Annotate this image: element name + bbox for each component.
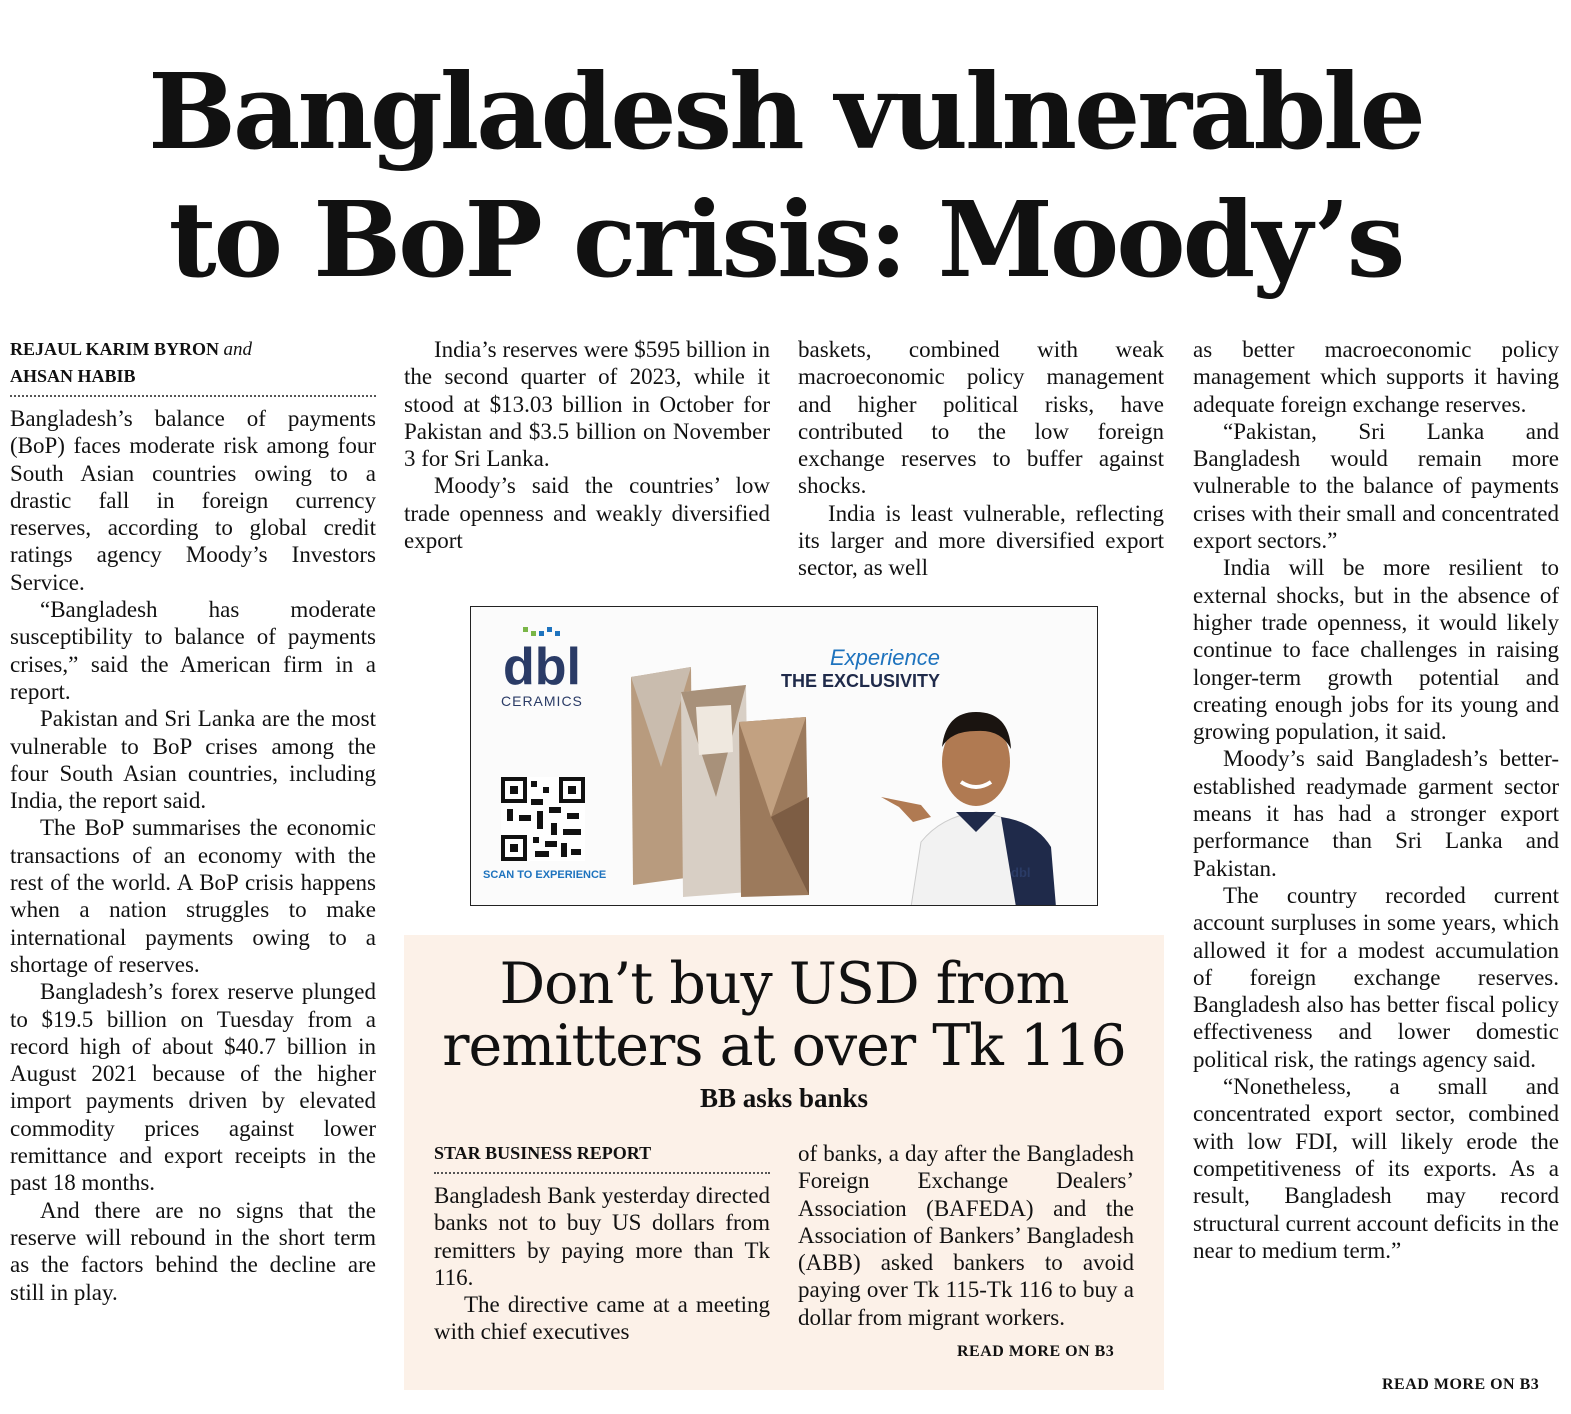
paragraph: as better macroeconomic policy management which supports it having adequate foreign exchange reserves. — [1193, 337, 1559, 417]
paragraph: Bangladesh’s forex reserve plunged to $19.5 billion on Tuesday from a record high of about $40.7 billion in August 2021 because of the higher import payments driven by elevated commodity prices against lower remittance and export receipts in the past 18 months. — [10, 979, 376, 1196]
ad-model-image — [851, 667, 1098, 906]
headline-line-1: Bangladesh vulnerable — [148, 50, 1423, 173]
paragraph: Moody’s said Bangladesh’s better-established readymade garment sector means it has had a stronger export performance than Sri Lanka and Pakistan. — [1193, 746, 1559, 881]
paragraph: India is least vulnerable, reflecting its larger and more diversified export sector, as well — [798, 500, 1164, 581]
byline-author-2: AHSAN HABIB — [10, 366, 136, 386]
paragraph: Bangladesh’s balance of payments (BoP) faces moderate risk among four South Asian countries owing to a drastic fall in foreign currency reserves, according to global credit ratings agency Moody’s Investors Service. — [10, 406, 376, 595]
box-headline-line-1: Don’t buy USD from — [499, 951, 1069, 1017]
advertisement[interactable] — [470, 606, 1098, 906]
paragraph: India will be more resilient to external shocks, but in the absence of higher trade openness, it would likely continue to face challenges in raising longer-term growth potential and creating enough jobs for its young and growing population, it said. — [1193, 555, 1559, 745]
ad-tagline-2: THE EXCLUSIVITY — [781, 671, 941, 691]
byline — [10, 336, 376, 397]
read-more-link[interactable]: READ MORE ON B3 — [1382, 1376, 1540, 1393]
paragraph: baskets, combined with weak macroeconomic policy management and higher political risks, have contributed to the low foreign exchange reserves to buffer against shocks. — [798, 337, 1164, 499]
byline-author-1: REJAUL KARIM BYRON — [10, 339, 220, 359]
article-column-3 — [798, 336, 1164, 582]
shirt-logo: dbl — [1011, 865, 1031, 880]
paragraph: Pakistan and Sri Lanka are the most vulnerable to BoP crises among the four South Asian countries, including India, the report said. — [10, 706, 376, 814]
article-column-2 — [404, 336, 770, 554]
ad-logo — [501, 625, 583, 709]
boxed-article — [404, 935, 1164, 1390]
ad-brand: dbl — [502, 638, 581, 696]
logo-dots-icon — [517, 625, 567, 639]
article-column-4 — [1193, 336, 1559, 1264]
box-kicker: BB asks banks — [699, 1083, 869, 1113]
box-column-2 — [798, 1140, 1134, 1331]
paragraph: “Nonetheless, a small and concentrated export sector, combined with low FDI, will likely erode the competitiveness of its exports. As a result, Bangladesh may record structural current account deficits in the near to medium term.” — [1193, 1074, 1559, 1263]
headline-line-2: to BoP crisis: Moody’s — [168, 178, 1403, 301]
paragraph: The country recorded current account surpluses in some years, which allowed it for a modest accumulation of foreign exchange reserves. Bangladesh also has better fiscal policy effectiveness and lower domestic political risk, the ratings agency said. — [1193, 882, 1559, 1072]
box-column-1 — [434, 1140, 770, 1346]
box-read-more-link[interactable]: READ MORE ON B3 — [957, 1343, 1115, 1360]
tile-stack-image — [621, 647, 861, 897]
box-headline-line-2: remitters at over Tk 116 — [442, 1013, 1126, 1079]
paragraph: of banks, a day after the Bangladesh Foreign Exchange Dealers’ Association (BAFEDA) and the Association of Bankers’ Bangladesh (ABB) asked bankers to avoid paying over Tk 115-Tk 116 to buy a dollar from migrant workers. — [798, 1141, 1134, 1330]
paragraph: India’s reserves were $595 billion in the second quarter of 2023, while it stood at $13.03 billion in October for Pakistan and $3.5 billion on November 3 for Sri Lanka. — [404, 337, 770, 472]
paragraph: Moody’s said the countries’ low trade openness and weakly diversified export — [404, 473, 770, 554]
byline-joiner: and — [223, 339, 253, 360]
ad-brand-sub: CERAMICS — [501, 693, 583, 709]
paragraph: And there are no signs that the reserve will rebound in the short term as the factors behind the decline are still in play. — [10, 1197, 376, 1305]
paragraph: “Pakistan, Sri Lanka and Bangladesh would remain more vulnerable to the balance of payments crises with their small and concentrated export sectors.” — [1193, 418, 1559, 554]
paragraph: “Bangladesh has moderate susceptibility to balance of payments crises,” said the American firm in a report. — [10, 597, 376, 704]
article-column-1 — [10, 336, 376, 1306]
paragraph: Bangladesh Bank yesterday directed banks not to buy US dollars from remitters by paying more than Tk 116. — [434, 1183, 770, 1290]
paragraph: The BoP summarises the economic transactions of an economy with the rest of the world. A BoP crisis happens when a nation struggles to make international payments owing to a shortage of reserves. — [10, 815, 376, 977]
paragraph: The directive came at a meeting with chief executives — [434, 1292, 770, 1345]
box-headline — [404, 953, 1164, 1077]
headline — [0, 48, 1571, 304]
scan-label: SCAN TO EXPERIENCE — [483, 869, 607, 881]
box-byline: STAR BUSINESS REPORT — [434, 1140, 770, 1174]
qr-code-icon — [501, 777, 585, 861]
ad-tagline-1: Experience — [829, 645, 941, 670]
